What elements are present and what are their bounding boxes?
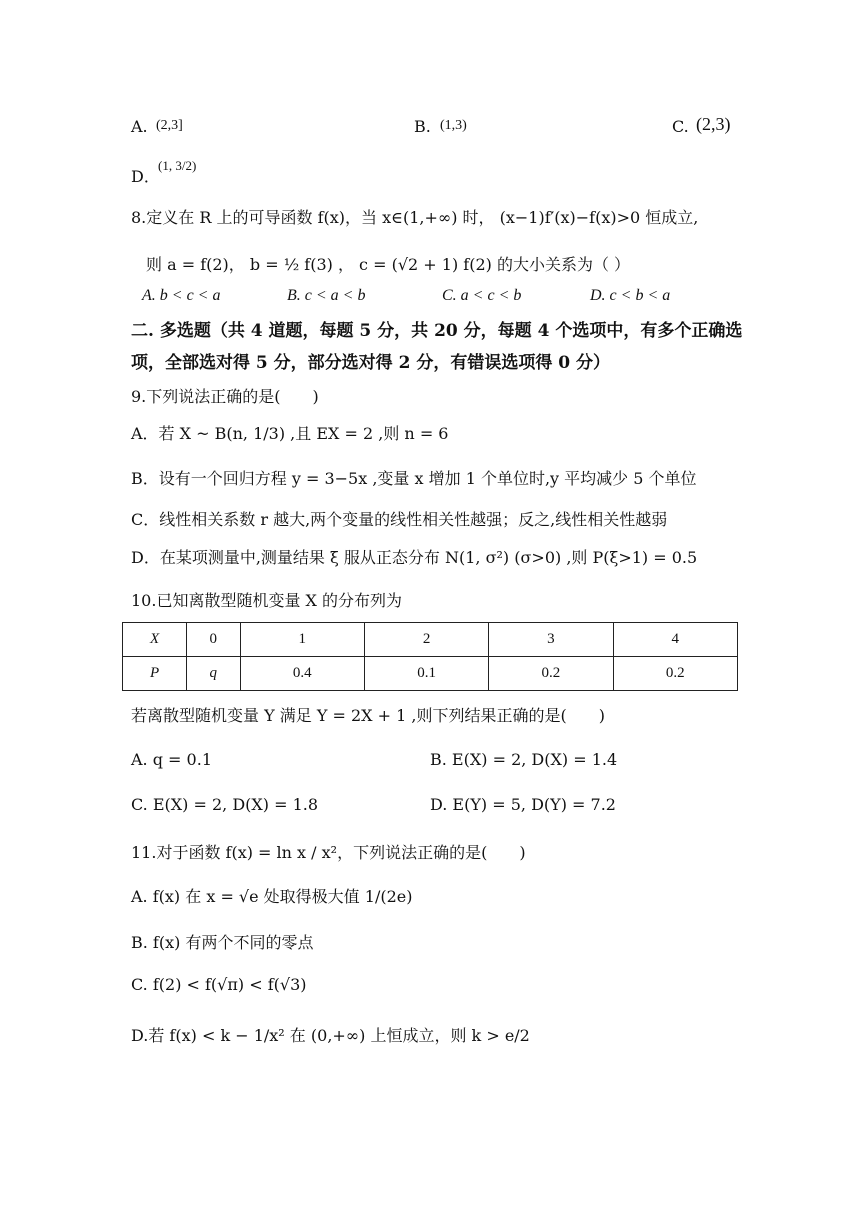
q9-option-d: D．在某项测量中,测量结果 ξ 服从正态分布 N(1, σ²) (σ>0) ,则 P(ξ>1) = 0.5 bbox=[131, 548, 698, 567]
table-cell: 0.2 bbox=[613, 657, 737, 691]
table-cell: q bbox=[187, 657, 241, 691]
q7-option-b-value: (1,3) bbox=[440, 118, 467, 133]
table-cell: 4 bbox=[613, 623, 737, 657]
table-cell: 0.1 bbox=[364, 657, 488, 691]
distribution-table bbox=[122, 622, 738, 691]
q8-option-b: B. c < a < b bbox=[287, 287, 366, 304]
table-cell: 0.4 bbox=[240, 657, 364, 691]
table-cell: 0 bbox=[187, 623, 241, 657]
q9-option-c: C．线性相关系数 r 越大,两个变量的线性相关性越强；反之,线性相关性越弱 bbox=[131, 510, 668, 529]
q11-stem: 11.对于函数 f(x) = ln x / x²，下列说法正确的是( ) bbox=[131, 843, 526, 862]
section2-heading-line1: 二. 多选题（共 4 道题，每题 5 分，共 20 分，每题 4 个选项中，有多个正确选 bbox=[131, 321, 743, 341]
q10-stem: 10.已知离散型随机变量 X 的分布列为 bbox=[131, 591, 403, 610]
q10-condition: 若离散型随机变量 Y 满足 Y = 2X + 1 ,则下列结果正确的是( ) bbox=[131, 706, 605, 725]
q7-option-b-label: B. bbox=[414, 117, 431, 136]
q10-option-b: B. E(X) = 2, D(X) = 1.4 bbox=[430, 750, 618, 769]
q8-option-c: C. a < c < b bbox=[442, 287, 522, 304]
q10-option-a: A. q = 0.1 bbox=[131, 750, 212, 769]
table-cell: P bbox=[123, 657, 187, 691]
q7-option-d-label: D． bbox=[131, 167, 160, 186]
table-row bbox=[123, 623, 738, 657]
section2-heading-line2: 项，全部选对得 5 分，部分选对得 2 分，有错误选项得 0 分） bbox=[131, 353, 610, 373]
table-cell: 3 bbox=[489, 623, 613, 657]
q8-option-a: A. b < c < a bbox=[142, 287, 221, 304]
table-cell: 0.2 bbox=[489, 657, 613, 691]
q10-option-d: D. E(Y) = 5, D(Y) = 7.2 bbox=[430, 795, 616, 814]
q10-option-c: C. E(X) = 2, D(X) = 1.8 bbox=[131, 795, 319, 814]
table-cell: 2 bbox=[364, 623, 488, 657]
q11-option-b: B. f(x) 有两个不同的零点 bbox=[131, 933, 314, 952]
q7-option-c-value: (2,3) bbox=[696, 114, 731, 134]
q7-option-c-label: C. bbox=[672, 117, 689, 136]
q8-option-d: D. c < b < a bbox=[590, 287, 671, 304]
q9-option-b: B．设有一个回归方程 y = 3−5x ,变量 x 增加 1 个单位时,y 平均减少 5 个单位 bbox=[131, 469, 697, 488]
q11-option-a: A. f(x) 在 x = √e 处取得极大值 1/(2e) bbox=[131, 887, 413, 906]
table-row bbox=[123, 657, 738, 691]
q7-option-a-label: A. bbox=[131, 117, 148, 136]
q11-option-c: C. f(2) < f(√π) < f(√3) bbox=[131, 975, 307, 994]
q9-option-a: A．若 X ~ B(n, 1/3) ,且 EX = 2 ,则 n = 6 bbox=[131, 424, 449, 443]
q7-option-d-value: (1, 3/2) bbox=[158, 158, 197, 173]
q9-stem: 9.下列说法正确的是( ) bbox=[131, 387, 319, 406]
q8-stem-line1: 8.定义在 R 上的可导函数 f(x)，当 x∈(1,+∞) 时， (x−1)f′(x)−f(x)>0 恒成立, bbox=[131, 208, 699, 227]
q11-option-d: D.若 f(x) < k − 1/x² 在 (0,+∞) 上恒成立，则 k > e/2 bbox=[131, 1026, 530, 1045]
q7-option-a-value: (2,3] bbox=[156, 118, 183, 133]
table-cell: X bbox=[123, 623, 187, 657]
q8-stem-line2: 则 a = f(2)， b = ½ f(3) ， c = (√2 + 1) f(2) 的大小关系为（ ） bbox=[146, 255, 631, 274]
table-cell: 1 bbox=[240, 623, 364, 657]
